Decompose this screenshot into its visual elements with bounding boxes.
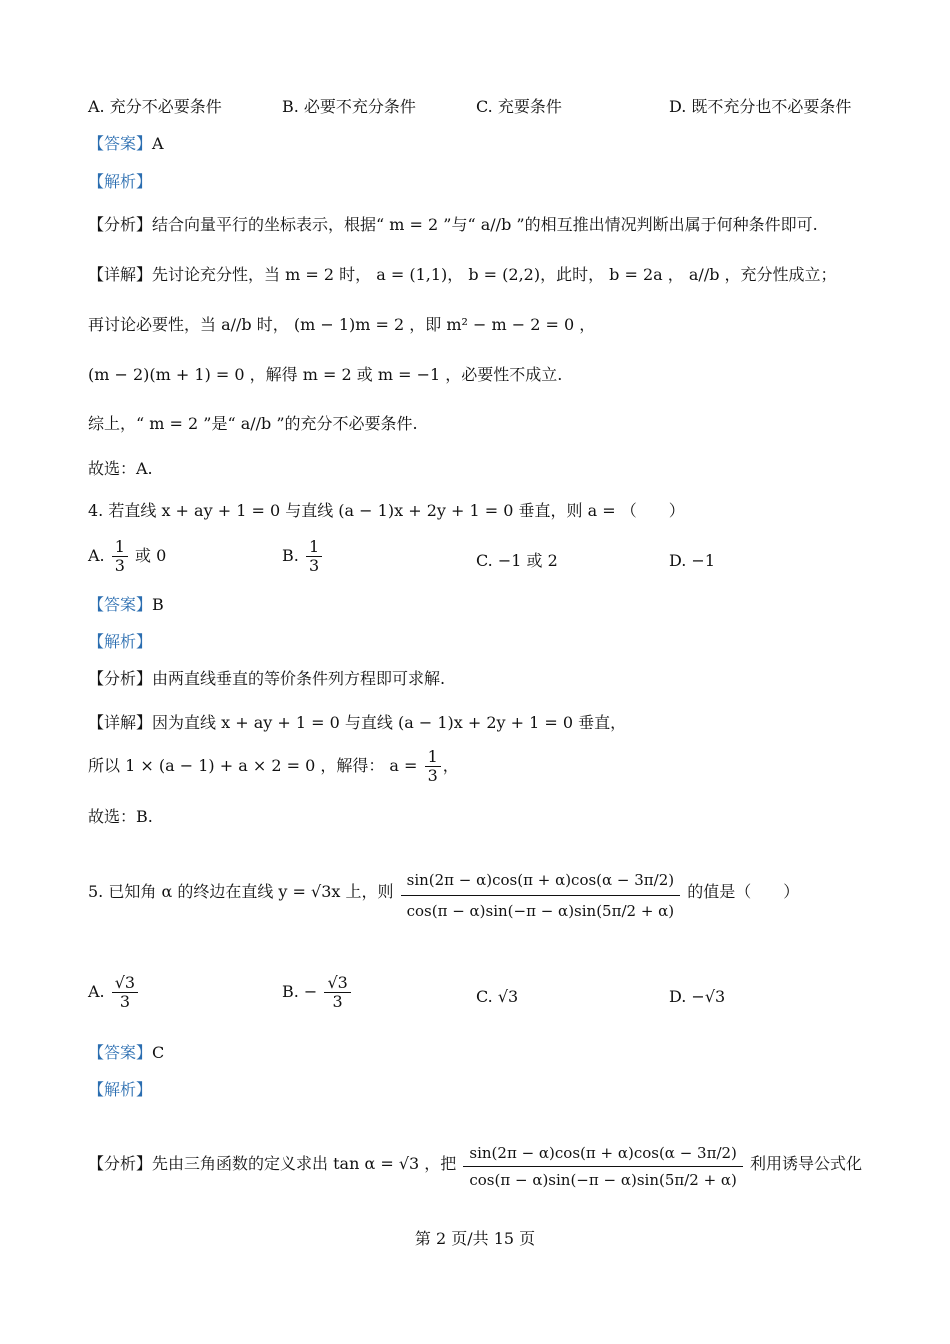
q3-xiangjie-4: 综上，“ m = 2 ”是“ a//b ”的充分不必要条件.: [88, 414, 418, 433]
q3-option-b: B. 必要不充分条件: [282, 97, 416, 116]
fenxi-tail: 利用诱导公式化: [750, 1154, 863, 1173]
xiangjie-text: 先讨论充分性，当 m = 2 时， a = (1,1)， b = (2,2)，此时， b = 2a ， a//b ，充分性成立；: [152, 265, 837, 284]
equation-text: 所以 1 × (a − 1) + a × 2 = 0 ，解得： a =: [88, 756, 418, 775]
q4-stem: 4. 若直线 x + ay + 1 = 0 与直线 (a − 1)x + 2y + 1 = 0 垂直，则 a = （ ）: [88, 501, 685, 520]
option-tail: 或 0: [135, 546, 167, 565]
denominator: cos(π − α)sin(−π − α)sin(5π/2 + α): [406, 902, 675, 920]
q5-stem: [88, 865, 799, 920]
q5-option-d: D. −√3: [669, 987, 726, 1006]
q4-fenxi: [88, 668, 445, 690]
q4-xiangjie-1: [88, 712, 626, 734]
numerator: sin(2π − α)cos(π + α)cos(α − 3π/2): [401, 865, 681, 896]
numerator: 1: [112, 538, 128, 557]
fraction: [306, 538, 322, 575]
numerator: 1: [306, 538, 322, 557]
q3-conclusion: 故选：A.: [88, 459, 153, 478]
denominator: 3: [119, 992, 131, 1011]
fenxi-tag: 【分析】: [88, 669, 153, 688]
punctuation: ，: [442, 756, 459, 775]
answer-value: C: [152, 1043, 165, 1062]
option-label: A.: [88, 546, 105, 565]
q3-xiangjie-1: [88, 264, 837, 286]
fraction: [324, 974, 350, 1011]
q4-option-c: C. −1 或 2: [476, 551, 558, 570]
denominator: 3: [308, 556, 320, 575]
answer-tag: 【答案】: [88, 134, 153, 153]
denominator: 3: [114, 556, 125, 575]
q3-jiexi-tag: 【解析】: [88, 172, 153, 191]
stem-tail: 的值是（ ）: [687, 882, 800, 901]
denominator: cos(π − α)sin(−π − α)sin(5π/2 + α): [469, 1171, 737, 1189]
q4-option-b: [282, 538, 324, 575]
q4-jiexi-tag: 【解析】: [88, 632, 153, 651]
q3-option-c: C. 充要条件: [476, 97, 562, 116]
q3-xiangjie-3: (m − 2)(m + 1) = 0 ，解得 m = 2 或 m = −1 ，必要性不成立.: [88, 365, 563, 384]
q4-conclusion: 故选：B.: [88, 807, 153, 826]
xiangjie-tag: 【详解】: [88, 265, 153, 284]
denominator: 3: [332, 992, 343, 1011]
q3-answer: [88, 133, 164, 155]
q3-option-d: D. 既不充分也不必要条件: [669, 97, 852, 116]
numerator: sin(2π − α)cos(π + α)cos(α − 3π/2): [463, 1140, 743, 1167]
numerator: 1: [425, 748, 441, 767]
trig-fraction: [401, 865, 681, 920]
numerator: √3: [112, 974, 138, 993]
fenxi-text: 由两直线垂直的等价条件列方程即可求解.: [152, 669, 446, 688]
denominator: 3: [427, 766, 438, 785]
xiangjie-text: 因为直线 x + ay + 1 = 0 与直线 (a − 1)x + 2y + 1 = 0 垂直，: [152, 713, 627, 732]
option-label: A.: [88, 982, 105, 1001]
answer-tag: 【答案】: [88, 595, 153, 614]
fenxi-text: 先由三角函数的定义求出 tan α = √3 ，把: [152, 1154, 457, 1173]
fraction: [112, 538, 128, 575]
q5-jiexi-tag: 【解析】: [88, 1080, 153, 1099]
q3-option-a: A. 充分不必要条件: [88, 97, 222, 116]
answer-value: B: [152, 595, 164, 614]
q4-option-d: D. −1: [669, 551, 716, 570]
xiangjie-tag: 【详解】: [88, 713, 153, 732]
q4-answer: [88, 594, 164, 616]
q5-option-c: C. √3: [476, 987, 519, 1006]
fraction: [425, 748, 441, 785]
fraction: [112, 974, 138, 1011]
answer-value: A: [152, 134, 164, 153]
page-footer: 第 2 页/共 15 页: [414, 1229, 536, 1248]
q4-xiangjie-2: [88, 748, 459, 785]
q5-fenxi: [88, 1140, 862, 1189]
q3-fenxi: [88, 214, 818, 236]
q5-answer: [88, 1042, 164, 1064]
q5-option-a: [88, 974, 140, 1011]
q4-option-a: [88, 538, 166, 575]
fenxi-text: 结合向量平行的坐标表示，根据“ m = 2 ”与“ a//b ”的相互推出情况判断出属于何种条件即可.: [152, 215, 818, 234]
option-label: B.: [282, 546, 299, 565]
numerator: √3: [324, 974, 350, 993]
q3-xiangjie-2: 再讨论必要性，当 a//b 时， (m − 1)m = 2 ，即 m² − m − 2 = 0 ，: [88, 315, 596, 334]
fenxi-tag: 【分析】: [88, 215, 153, 234]
answer-tag: 【答案】: [88, 1043, 153, 1062]
stem-text: 5. 已知角 α 的终边在直线 y = √3x 上，则: [88, 882, 394, 901]
option-label: B. −: [282, 982, 318, 1001]
fenxi-tag: 【分析】: [88, 1154, 153, 1173]
q5-option-b: [282, 974, 353, 1011]
trig-fraction: [463, 1140, 743, 1189]
